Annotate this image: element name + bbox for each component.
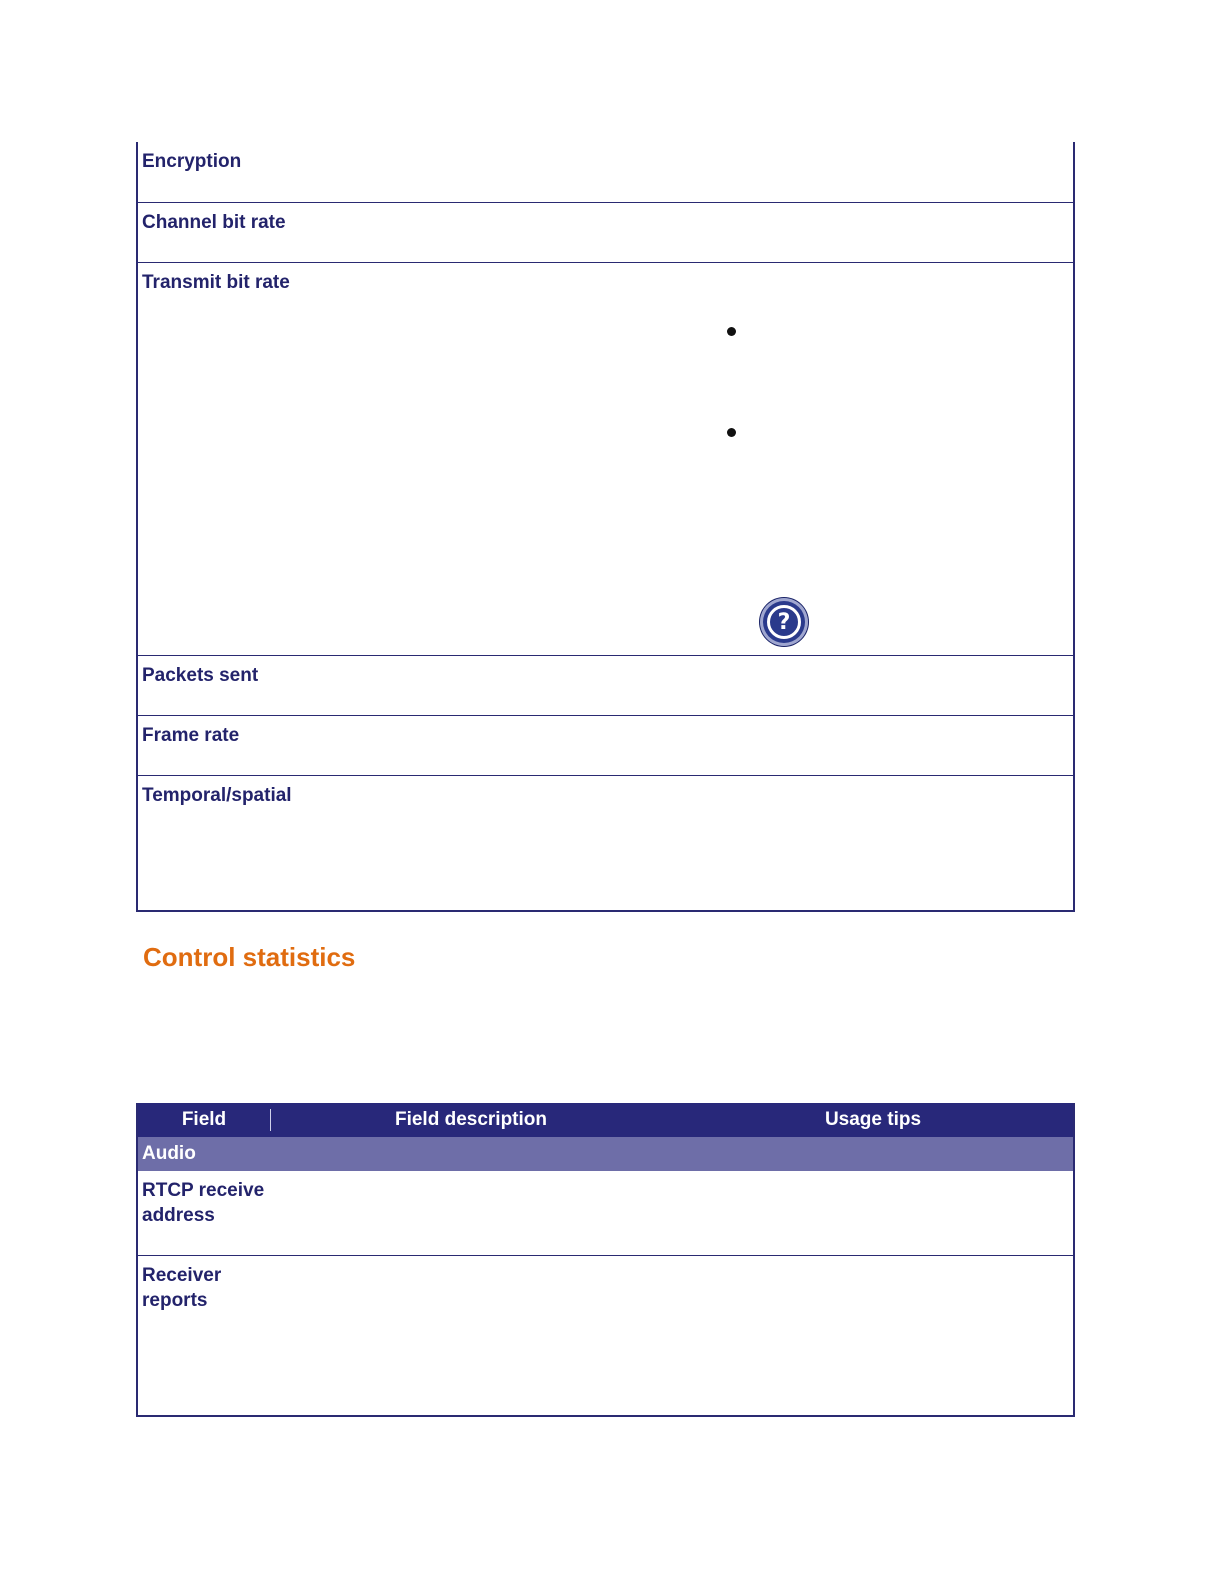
field-label-line: reports (142, 1290, 208, 1311)
table-row (138, 142, 1073, 202)
table-row (138, 1171, 1073, 1255)
field-label-line: RTCP receive (142, 1180, 265, 1201)
table-row (138, 715, 1073, 775)
column-header-description: Field description (394, 1109, 548, 1130)
bullet-icon (727, 428, 736, 437)
table-row (138, 775, 1073, 910)
column-header-field: Field (138, 1109, 271, 1131)
stats-table-continued (136, 142, 1075, 912)
field-label-line: address (142, 1205, 215, 1226)
help-question-icon[interactable]: ? (760, 598, 808, 646)
section-heading: Control statistics (143, 942, 356, 972)
field-label-packets-sent: Packets sent (142, 665, 259, 686)
field-label-receiver-reports (142, 1263, 221, 1313)
field-label-channel-bit-rate: Channel bit rate (142, 212, 286, 233)
field-label-transmit-bit-rate: Transmit bit rate (142, 272, 290, 293)
field-label-frame-rate: Frame rate (142, 725, 240, 746)
control-statistics-table (136, 1103, 1075, 1417)
column-header-tips: Usage tips (824, 1109, 922, 1130)
field-label-temporal-spatial: Temporal/spatial (142, 785, 292, 806)
field-label-line: Receiver (142, 1265, 222, 1286)
table-header (138, 1103, 1073, 1137)
field-label-rtcp-receive-address (142, 1178, 264, 1228)
table-row (138, 262, 1073, 655)
group-row-audio: Audio (138, 1137, 1073, 1171)
bullet-icon (727, 327, 736, 336)
table-row (138, 1255, 1073, 1415)
table-row (138, 202, 1073, 262)
table-row (138, 655, 1073, 715)
field-label-encryption: Encryption (142, 151, 242, 172)
